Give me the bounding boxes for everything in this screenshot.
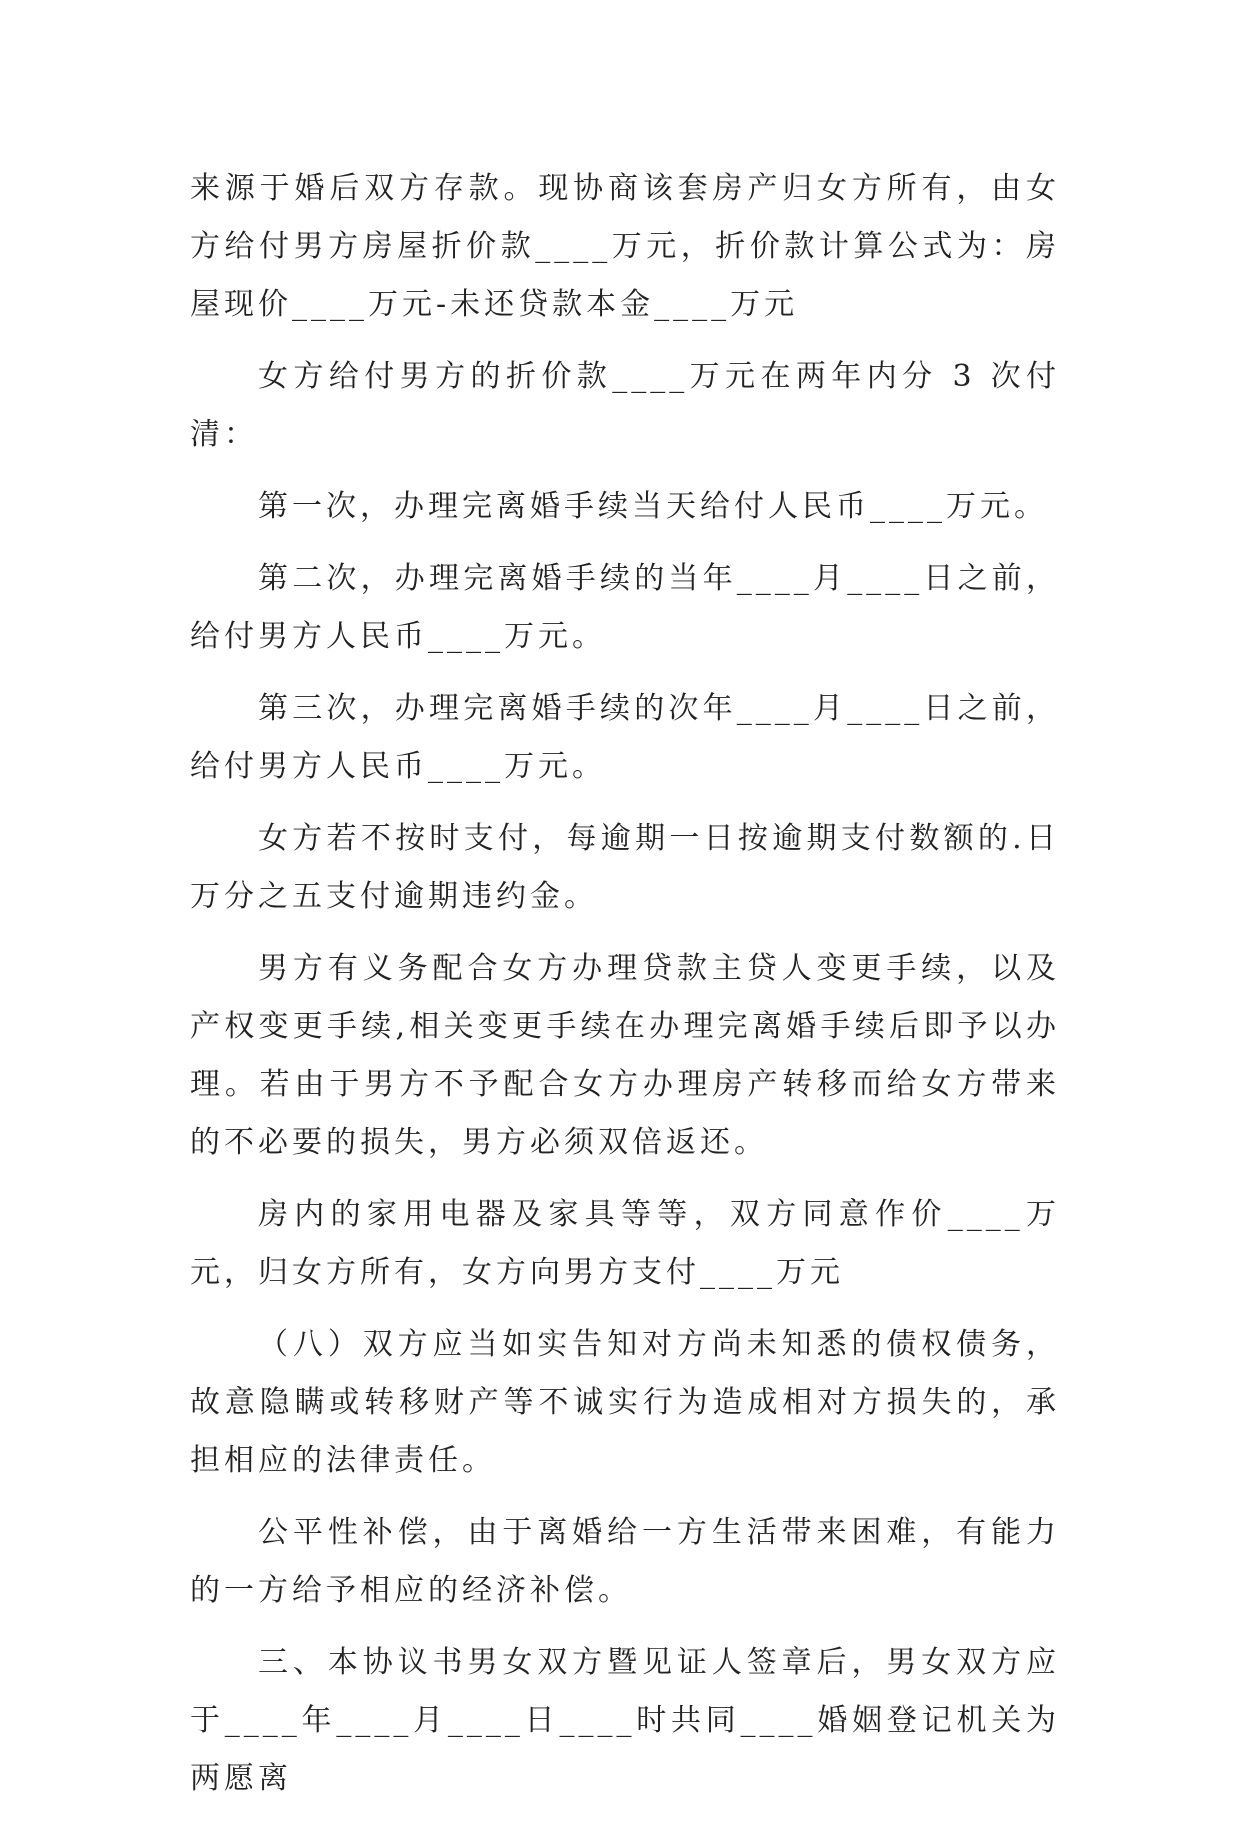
paragraph-5: 第三次，办理完离婚手续的次年____月____日之前，给付男方人民币____万元。 xyxy=(190,691,1060,784)
paragraph-11: 三、本协议书男女双方暨见证人签章后，男女双方应于____年____月____日____时共同____婚姻登记机关为两愿离 xyxy=(190,1645,1060,1796)
paragraph-10: 公平性补偿，由于离婚给一方生活带来困难，有能力的一方给予相应的经济补偿。 xyxy=(190,1515,1060,1608)
paragraph-6: 女方若不按时支付，每逾期一日按逾期支付数额的.日万分之五支付逾期违约金。 xyxy=(190,821,1060,914)
paragraph-9: （八）双方应当如实告知对方尚未知悉的债权债务，故意隐瞒或转移财产等不诚实行为造成相对方损失的，承担相应的法律责任。 xyxy=(190,1327,1060,1478)
paragraph-3: 第一次，办理完离婚手续当天给付人民币____万元。 xyxy=(258,489,1048,524)
paragraph-1: 来源于婚后双方存款。现协商该套房产归女方所有，由女方给付男方房屋折价款____万元，折价款计算公式为：房屋现价____万元-未还贷款本金____万元 xyxy=(190,171,1060,322)
paragraph-8: 房内的家用电器及家具等等，双方同意作价____万元，归女方所有，女方向男方支付____万元 xyxy=(190,1197,1060,1290)
paragraph-7: 男方有义务配合女方办理贷款主贷人变更手续，以及产权变更手续,相关变更手续在办理完离婚手续后即予以办理。若由于男方不予配合女方办理房产转移而给女方带来的不必要的损失，男方必须双倍返还。 xyxy=(190,951,1060,1160)
paragraph-4: 第二次，办理完离婚手续的当年____月____日之前，给付男方人民币____万元。 xyxy=(190,561,1060,654)
paragraph-2: 女方给付男方的折价款____万元在两年内分 3 次付清： xyxy=(190,359,1060,452)
document-body xyxy=(190,160,1060,1822)
